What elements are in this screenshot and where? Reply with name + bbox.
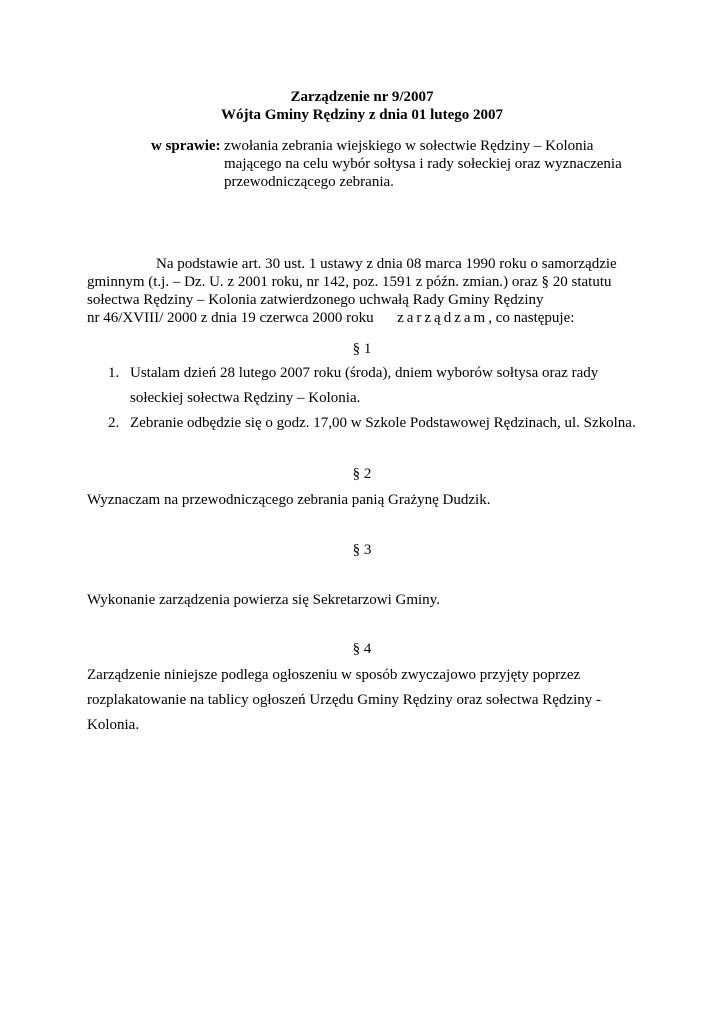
preamble-line-3: sołectwa Rędziny – Kolonia zatwierdzonego uchwałą Rady Gminy Rędziny [87,292,544,308]
preamble-line-2: gminnym (t.j. – Dz. U. z 2001 roku, nr 142, poz. 1591 z późn. zmian.) oraz § 20 statutu [87,274,612,290]
subject-line-2: mającego na celu wybór sołtysa i rady sołeckiej oraz wyznaczenia [224,156,622,172]
section-4-heading: § 4 [352,641,372,657]
subject-line-3: przewodniczącego zebrania. [224,174,394,190]
section-4-line-2: rozplakatowanie na tablicy ogłoszeń Urzędu Gminy Rędziny oraz sołectwa Rędziny - [87,692,601,708]
preamble-line-4-end: , co następuje: [488,310,575,326]
document-title-line1: Zarządzenie nr 9/2007 [290,89,434,105]
section-3-heading: § 3 [352,542,372,558]
section-1-item-1-line2: sołeckiej sołectwa Rędziny – Kolonia. [130,390,361,406]
section-1-item-2-number: 2. [108,415,120,431]
section-1-item-1-line1: Ustalam dzień 28 lutego 2007 roku (środa), dniem wyborów sołtysa oraz rady [130,365,599,381]
section-3-text: Wykonanie zarządzenia powierza się Sekretarzowi Gminy. [87,592,440,608]
preamble-line-4-start: nr 46/XVIII/ 2000 z dnia 19 czerwca 2000 roku [87,310,374,326]
preamble-line-1: Na podstawie art. 30 ust. 1 ustawy z dnia 08 marca 1990 roku o samorządzie [156,256,617,272]
section-2-heading: § 2 [352,466,372,482]
document-title-line2: Wójta Gminy Rędziny z dnia 01 lutego 2007 [220,107,504,123]
section-1-item-1-number: 1. [108,365,120,381]
section-4-line-3: Kolonia. [87,717,140,733]
subject-label: w sprawie: [151,138,221,154]
section-1-heading: § 1 [352,341,372,357]
section-1-item-2-line1: Zebranie odbędzie się o godz. 17,00 w Szkole Podstawowej Rędzinach, ul. Szkolna. [130,415,636,431]
section-2-text: Wyznaczam na przewodniczącego zebrania panią Grażynę Dudzik. [87,492,491,508]
subject-line-1: zwołania zebrania wiejskiego w sołectwie Rędziny – Kolonia [224,138,594,154]
section-4-line-1: Zarządzenie niniejsze podlega ogłoszeniu w sposób zwyczajowo przyjęty poprzez [87,667,581,683]
preamble-line-4 [87,309,574,327]
decree-word: zarządzam [397,310,489,326]
